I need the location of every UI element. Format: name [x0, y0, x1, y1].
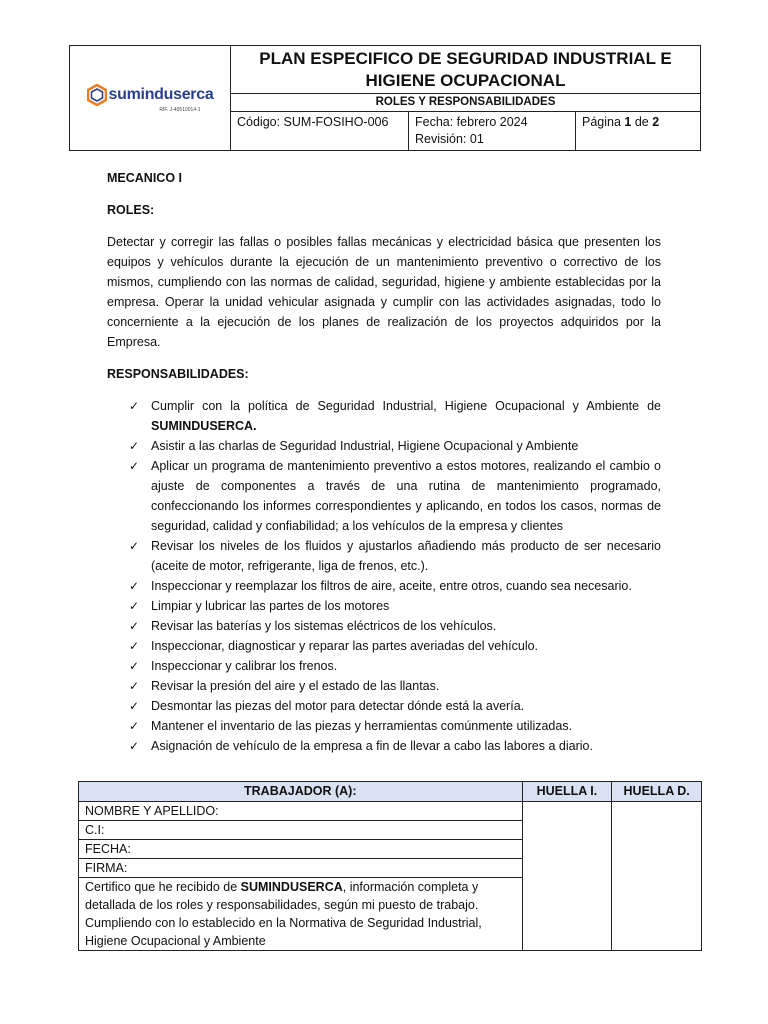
checkmark-icon: ✓ [129, 659, 140, 673]
responsibility-item [107, 676, 661, 696]
responsibility-text: Revisar la presión del aire y el estado de las llantas. [151, 679, 440, 693]
responsibility-text: Aplicar un programa de mantenimiento preventivo a estos motores, realizando el cambio o ajuste de componentes a través de una rutina de mantenimiento programado, confeccionando los informes correspondientes y aplicando, en todos los casos, normas de seguridad, calidad y confiabilidad; a los vehículos de la empresa y clientes [151, 459, 661, 533]
checkmark-icon: ✓ [129, 719, 140, 733]
right-fingerprint-box [612, 802, 702, 951]
left-fingerprint-header: HUELLA I. [522, 782, 612, 802]
checkmark-icon: ✓ [129, 619, 140, 633]
responsibility-text: Mantener el inventario de las piezas y herramientas comúnmente utilizadas. [151, 719, 573, 733]
logo-hexagon-icon [87, 84, 107, 106]
responsibility-item [107, 596, 661, 616]
header-info [231, 46, 700, 150]
logo-text: suminduserca [108, 85, 214, 103]
date-field[interactable]: FECHA: [79, 840, 523, 859]
right-fingerprint-header: HUELLA D. [612, 782, 702, 802]
document-date: Fecha: febrero 2024 [415, 115, 528, 129]
responsibilities-list [107, 396, 661, 756]
checkmark-icon: ✓ [129, 679, 140, 693]
page-number [576, 112, 700, 150]
responsibility-text: Inspeccionar y reemplazar los filtros de aire, aceite, entre otros, cuando sea necesario. [151, 579, 632, 593]
signature-field[interactable]: FIRMA: [79, 859, 523, 878]
checkmark-icon: ✓ [129, 699, 140, 713]
responsibility-text: Inspeccionar y calibrar los frenos. [151, 659, 338, 673]
responsibility-text: Revisar los niveles de los fluidos y ajustarlos añadiendo más producto de ser necesario (aceite de motor, refrigerante, liga de frenos, etc.). [151, 539, 661, 573]
responsibility-item [107, 696, 661, 716]
title-line-1: PLAN ESPECIFICO DE SEGURIDAD INDUSTRIAL E [259, 48, 672, 68]
responsibility-item [107, 576, 661, 596]
left-fingerprint-box [522, 802, 612, 951]
responsibility-item [107, 396, 661, 436]
responsibility-item [107, 616, 661, 636]
title-line-2: HIGIENE OCUPACIONAL [365, 70, 566, 90]
worker-acknowledgement-table [78, 781, 702, 951]
document-meta [231, 112, 700, 150]
responsibility-text: Revisar las baterías y los sistemas eléctricos de los vehículos. [151, 619, 497, 633]
responsibility-item [107, 456, 661, 536]
roles-heading: ROLES: [107, 203, 155, 217]
cert-company: SUMINDUSERCA [240, 880, 343, 894]
document-code: Código: SUM-FOSIHO-006 [231, 112, 409, 150]
checkmark-icon: ✓ [129, 399, 140, 413]
responsibility-text: Asignación de vehículo de la empresa a fin de llevar a cabo las labores a diario. [151, 739, 593, 753]
checkmark-icon: ✓ [129, 639, 140, 653]
table-header-row [79, 782, 702, 802]
responsibility-item [107, 636, 661, 656]
company-name: SUMINDUSERCA [151, 419, 254, 433]
responsibility-text: Limpiar y lubricar las partes de los motores [151, 599, 390, 613]
certification-text [79, 878, 523, 951]
document-revision: Revisión: 01 [415, 132, 484, 146]
document-body [107, 168, 661, 756]
checkmark-icon: ✓ [129, 739, 140, 753]
responsibility-text: Inspeccionar, diagnosticar y reparar las partes averiadas del vehículo. [151, 639, 539, 653]
responsibility-text: Asistir a las charlas de Seguridad Industrial, Higiene Ocupacional y Ambiente [151, 439, 579, 453]
responsibility-end: . [253, 419, 257, 433]
responsibilities-heading: RESPONSABILIDADES: [107, 367, 249, 381]
page-prefix: Página [582, 115, 625, 129]
responsibility-item [107, 436, 661, 456]
id-field[interactable]: C.I: [79, 821, 523, 840]
responsibility-item [107, 736, 661, 756]
page-total: 2 [652, 115, 660, 129]
document-title [231, 46, 700, 94]
logo-cell [70, 46, 231, 150]
name-field[interactable]: NOMBRE Y APELLIDO: [79, 802, 523, 821]
responsibility-text: Desmontar las piezas del motor para detectar dónde está la avería. [151, 699, 525, 713]
table-row [79, 802, 702, 821]
company-logo [87, 84, 214, 106]
document-subtitle: ROLES Y RESPONSABILIDADES [231, 94, 700, 112]
worker-column-header: TRABAJADOR (A): [79, 782, 523, 802]
responsibility-item [107, 536, 661, 576]
position-title: MECANICO I [107, 171, 182, 185]
responsibility-text: Cumplir con la política de Seguridad Industrial, Higiene Ocupacional y Ambiente de [151, 399, 661, 413]
logo-rif: RIF. J-40510014-1 [159, 106, 201, 113]
checkmark-icon: ✓ [129, 539, 140, 553]
document-header [69, 45, 701, 151]
cert-rest: , información completa y detallada de los roles y responsabilidades, según mi puesto de trabajo. Cumpliendo con lo establecido en la Normativa de Seguridad Industrial, Higiene Ocupacional y Ambiente [85, 880, 482, 948]
cert-prefix: Certifico que he recibido de [85, 880, 241, 894]
document-date-cell [409, 112, 576, 150]
responsibility-item [107, 716, 661, 736]
checkmark-icon: ✓ [129, 599, 140, 613]
checkmark-icon: ✓ [129, 439, 140, 453]
checkmark-icon: ✓ [129, 579, 140, 593]
page-separator: de [631, 115, 653, 129]
checkmark-icon: ✓ [129, 459, 140, 473]
roles-text: Detectar y corregir las fallas o posibles fallas mecánicas y electricidad básica que presenten los equipos y vehículos durante la ejecución de un mantenimiento preventivo o correctivo de los mismos, cumpliendo con las normas de calidad, seguridad, higiene y ambiente establecidas por la empresa. Operar la unidad vehicular asignada y cumplir con las actividades asignadas, todo lo concerniente a la ejecución de los planes de realización de los proyectos adquiridos por la Empresa. [107, 235, 661, 349]
responsibility-item [107, 656, 661, 676]
page-current: 1 [624, 115, 632, 129]
